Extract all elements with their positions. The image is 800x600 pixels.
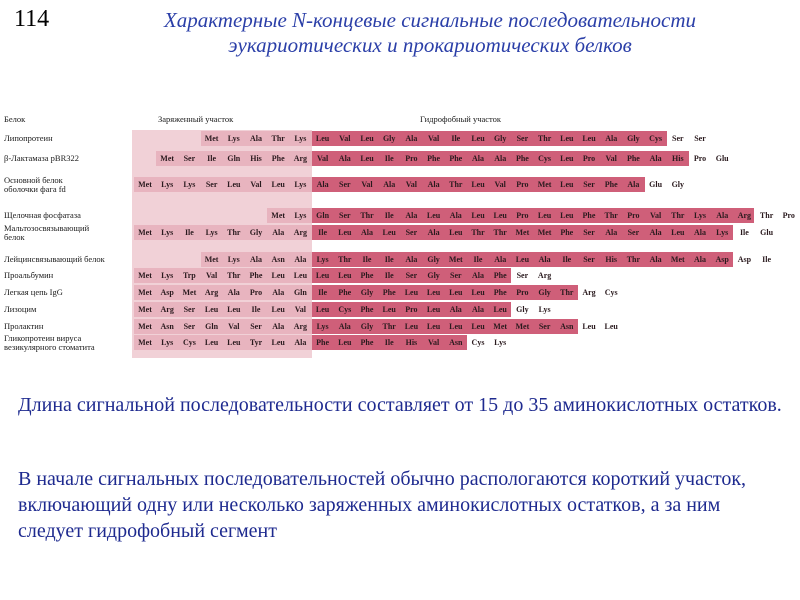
residue: Phe bbox=[360, 338, 374, 347]
residue: Gln bbox=[293, 288, 307, 297]
residue: Ile bbox=[207, 154, 217, 163]
residue: Thr bbox=[471, 228, 485, 237]
residue: Asn bbox=[560, 322, 574, 331]
residue: Ser bbox=[583, 180, 595, 189]
title-line-1: Характерные N-концевые сигнальные последовательности bbox=[163, 8, 697, 32]
residue: Val bbox=[250, 180, 262, 189]
residue: Ser bbox=[583, 255, 595, 264]
residue: Leu bbox=[671, 228, 685, 237]
residue: Leu bbox=[315, 305, 330, 314]
residue: Ala bbox=[272, 288, 285, 297]
residue: Met bbox=[160, 154, 175, 163]
residue: Leu bbox=[227, 338, 241, 347]
residue: Thr bbox=[759, 211, 774, 220]
residue: Leu bbox=[560, 154, 574, 163]
residue: Ser bbox=[627, 228, 640, 237]
residue: Phe bbox=[382, 288, 396, 297]
residue: Ala bbox=[649, 255, 662, 264]
residue: Val bbox=[361, 180, 373, 189]
residue: Arg bbox=[293, 322, 308, 331]
residue: Leu bbox=[560, 211, 574, 220]
residue: Pro bbox=[516, 180, 529, 189]
residue: Leu bbox=[338, 338, 352, 347]
residue: Asp bbox=[160, 288, 174, 297]
residue: Val bbox=[427, 134, 440, 143]
residue: Pro bbox=[693, 154, 707, 163]
residue: Cys bbox=[538, 154, 552, 163]
residue: Cys bbox=[338, 305, 352, 314]
residue: Ile bbox=[318, 288, 328, 297]
residue: Ala bbox=[294, 255, 307, 264]
residue: Leu bbox=[449, 288, 463, 297]
residue: Ala bbox=[449, 305, 462, 314]
residue: Met bbox=[537, 180, 552, 189]
residue: His bbox=[405, 338, 418, 347]
residue: Pro bbox=[582, 154, 596, 163]
residue: Lys bbox=[161, 338, 174, 347]
residue: Met bbox=[138, 338, 152, 347]
residue: Leu bbox=[471, 322, 485, 331]
residue: Ala bbox=[427, 180, 440, 189]
residue: Leu bbox=[360, 134, 374, 143]
residue: Ala bbox=[294, 338, 307, 347]
residue: Phe bbox=[360, 305, 374, 314]
residue: Glu bbox=[760, 228, 774, 237]
residue: Asn bbox=[160, 322, 174, 331]
residue: Thr bbox=[382, 322, 396, 331]
residue: Val bbox=[294, 305, 307, 314]
residue: Lys bbox=[227, 255, 240, 264]
residue: Ala bbox=[338, 322, 351, 331]
protein-label: Основной белок оболочки фага fd bbox=[4, 175, 66, 194]
residue: Phe bbox=[560, 228, 574, 237]
residue: Met bbox=[670, 255, 685, 264]
residue: Ala bbox=[338, 154, 351, 163]
residue: Leu bbox=[227, 305, 241, 314]
residue: Leu bbox=[471, 134, 485, 143]
residue: Cys bbox=[604, 288, 618, 297]
residue: Ser bbox=[339, 180, 351, 189]
residue: Arg bbox=[160, 305, 174, 314]
residue: Val bbox=[316, 154, 329, 163]
residue: Val bbox=[494, 180, 506, 189]
residue: Lys bbox=[161, 228, 174, 237]
residue: His bbox=[672, 154, 684, 163]
residue: Val bbox=[228, 322, 240, 331]
residue: Ser bbox=[538, 322, 551, 331]
protein-label: Проальбумин bbox=[4, 270, 54, 280]
residue: Trp bbox=[183, 271, 196, 280]
residue: Ile bbox=[251, 305, 261, 314]
residue: Ile bbox=[384, 154, 394, 163]
residue: Phe bbox=[493, 271, 507, 280]
residue: Pro bbox=[249, 288, 263, 297]
residue: Lys bbox=[161, 180, 174, 189]
residue: Gly bbox=[382, 134, 396, 143]
residue: Ser bbox=[694, 134, 706, 143]
paragraph-1: Длина сигнальной последовательности составляет от 15 до 35 аминокислотных остатков. bbox=[18, 394, 782, 416]
protein-label: Щелочная фосфатаза bbox=[4, 210, 81, 220]
residue: Tyr bbox=[249, 338, 263, 347]
residue: Leu bbox=[227, 180, 241, 189]
residue: Leu bbox=[426, 211, 441, 220]
residue: Arg bbox=[293, 228, 308, 237]
header-protein: Белок bbox=[4, 114, 26, 124]
residue: Met bbox=[515, 228, 530, 237]
residue: Ala bbox=[405, 255, 418, 264]
residue: Gln bbox=[316, 211, 330, 220]
residue: Ala bbox=[538, 255, 551, 264]
residue: Gln bbox=[227, 154, 241, 163]
protein-label: β-Лактамаза pBR322 bbox=[4, 153, 79, 163]
residue: Leu bbox=[471, 288, 485, 297]
slide-number: 114 bbox=[14, 6, 50, 32]
residue: Leu bbox=[515, 255, 530, 264]
title-line-2: эукариотических и прокариотических белков bbox=[228, 33, 632, 57]
paragraph-2: В начале сигнальных последовательностей обычно распологаются короткий участок, включающий одну или несколько заряженных аминокислотных остатков, а за ним следует гидрофобный сегмент bbox=[18, 468, 747, 542]
residue: Met bbox=[448, 255, 463, 264]
residue: Met bbox=[138, 305, 152, 314]
residue: Ala bbox=[449, 211, 462, 220]
residue: Thr bbox=[449, 180, 463, 189]
residue: Lys bbox=[227, 134, 240, 143]
residue: Ser bbox=[672, 134, 684, 143]
residue: Gly bbox=[360, 322, 374, 331]
residue: Ile bbox=[184, 228, 194, 237]
residue: Leu bbox=[582, 134, 596, 143]
residue: Lys bbox=[294, 211, 307, 220]
residue: Val bbox=[649, 211, 662, 220]
residue: Ala bbox=[694, 255, 706, 264]
residue: Met bbox=[515, 322, 530, 331]
header-hydrophobic-region: Гидрофобный участок bbox=[420, 114, 502, 124]
residue: Met bbox=[493, 322, 508, 331]
residue: Lys bbox=[205, 228, 218, 237]
residue: Ala bbox=[649, 154, 662, 163]
residue: Lys bbox=[316, 322, 329, 331]
residue: Val bbox=[605, 154, 617, 163]
residue: Met bbox=[138, 180, 152, 189]
residue: Ser bbox=[250, 322, 262, 331]
residue: Ala bbox=[716, 211, 729, 220]
residue: Val bbox=[205, 271, 218, 280]
residue: Leu bbox=[338, 228, 352, 237]
residue: Phe bbox=[427, 154, 441, 163]
protein-label: Лизоцим bbox=[4, 304, 37, 314]
residue: Thr bbox=[493, 228, 507, 237]
residue: Lys bbox=[161, 271, 174, 280]
residue: Asn bbox=[449, 338, 463, 347]
residue: Ile bbox=[384, 271, 394, 280]
residue: Phe bbox=[249, 271, 263, 280]
residue: Ile bbox=[451, 134, 461, 143]
residue: Leu bbox=[604, 322, 618, 331]
residue: Thr bbox=[360, 211, 374, 220]
residue: Ala bbox=[427, 228, 440, 237]
residue: Ala bbox=[272, 322, 285, 331]
residue: Ile bbox=[362, 255, 372, 264]
residue: Leu bbox=[271, 271, 285, 280]
residue: Gly bbox=[627, 134, 640, 143]
residue: Pro bbox=[405, 154, 418, 163]
residue: Gly bbox=[493, 134, 507, 143]
header-charged-region: Заряженный участок bbox=[158, 114, 234, 124]
residue: Ser bbox=[205, 180, 218, 189]
residue: Ala bbox=[405, 211, 418, 220]
residue: Lys bbox=[538, 305, 551, 314]
residue: Met bbox=[537, 228, 552, 237]
residue: Leu bbox=[404, 322, 419, 331]
residue: Leu bbox=[271, 338, 285, 347]
residue: Met bbox=[271, 211, 286, 220]
residue: Phe bbox=[604, 180, 618, 189]
residue: Gly bbox=[360, 288, 374, 297]
residue: Leu bbox=[560, 180, 574, 189]
residue: Thr bbox=[338, 255, 352, 264]
residue: Ile bbox=[384, 211, 394, 220]
residue: Lys bbox=[294, 134, 307, 143]
residue: Ala bbox=[250, 134, 262, 143]
protein-label: Легкая цепь IgG bbox=[4, 287, 63, 297]
residue: Arg bbox=[737, 211, 752, 220]
residue: Lys bbox=[294, 180, 307, 189]
residue: Ile bbox=[384, 255, 394, 264]
residue: Phe bbox=[626, 154, 640, 163]
residue: Leu bbox=[271, 180, 285, 189]
residue: Lys bbox=[316, 255, 329, 264]
residue: Leu bbox=[560, 134, 574, 143]
residue: Met bbox=[138, 288, 152, 297]
residue: Phe bbox=[449, 154, 463, 163]
residue: Ile bbox=[318, 228, 328, 237]
residue: Ala bbox=[649, 228, 662, 237]
residue: Arg bbox=[582, 288, 596, 297]
residue: Pro bbox=[627, 211, 640, 220]
residue: Leu bbox=[315, 134, 330, 143]
residue: Ser bbox=[583, 228, 595, 237]
residue: Pro bbox=[516, 211, 529, 220]
residue: Leu bbox=[404, 288, 419, 297]
residue: Lys bbox=[716, 228, 729, 237]
residue: Leu bbox=[271, 305, 285, 314]
residue: Gln bbox=[205, 322, 219, 331]
residue: Ile bbox=[762, 255, 772, 264]
residue: Val bbox=[339, 134, 351, 143]
residue: Ser bbox=[183, 322, 196, 331]
residue: Ala bbox=[494, 154, 507, 163]
residue: Ala bbox=[694, 228, 706, 237]
residue: Val bbox=[427, 338, 440, 347]
residue: Leu bbox=[360, 154, 374, 163]
residue: Met bbox=[138, 322, 152, 331]
residue: Ala bbox=[605, 228, 618, 237]
residue: Leu bbox=[449, 228, 463, 237]
residue: Leu bbox=[471, 180, 485, 189]
residue: Glu bbox=[649, 180, 663, 189]
residue: Ser bbox=[516, 271, 529, 280]
residue: Leu bbox=[338, 271, 352, 280]
residue: Ala bbox=[383, 180, 396, 189]
residue: Glu bbox=[715, 154, 729, 163]
residue: Ala bbox=[472, 154, 484, 163]
residue: Asn bbox=[271, 255, 285, 264]
residue: Arg bbox=[537, 271, 552, 280]
residue: Ser bbox=[339, 211, 351, 220]
protein-label: Пролактин bbox=[4, 321, 44, 331]
residue: Ile bbox=[562, 255, 572, 264]
residue: Ser bbox=[183, 305, 196, 314]
residue: His bbox=[605, 255, 617, 264]
residue: Phe bbox=[582, 211, 596, 220]
residue: Gly bbox=[249, 228, 263, 237]
residue: Ile bbox=[739, 228, 749, 237]
residue: Ala bbox=[250, 255, 262, 264]
protein-label: Мальтозосвязывающий белок bbox=[4, 223, 90, 242]
residue: Thr bbox=[671, 211, 685, 220]
residue: Ala bbox=[472, 271, 484, 280]
protein-label: Гликопротеин вируса везикулярного стоматита bbox=[4, 333, 95, 352]
residue: Ala bbox=[605, 134, 618, 143]
residue: Ala bbox=[405, 134, 418, 143]
residue: Phe bbox=[271, 154, 285, 163]
residue: Ile bbox=[384, 338, 394, 347]
residue: Pro bbox=[516, 288, 529, 297]
residue: Asp bbox=[737, 255, 752, 264]
residue: Cys bbox=[649, 134, 663, 143]
residue: Gly bbox=[538, 288, 551, 297]
residue: Leu bbox=[204, 305, 219, 314]
residue: Ser bbox=[516, 134, 529, 143]
residue: Phe bbox=[360, 271, 374, 280]
residue: Gly bbox=[516, 305, 529, 314]
residue: Phe bbox=[515, 154, 529, 163]
residue: Phe bbox=[316, 338, 330, 347]
residue: Gly bbox=[427, 255, 440, 264]
residue: Met bbox=[182, 288, 197, 297]
residue: Thr bbox=[227, 228, 241, 237]
residue: Phe bbox=[493, 288, 507, 297]
residue: Ser bbox=[405, 228, 418, 237]
residue: His bbox=[250, 154, 262, 163]
residue: Pro bbox=[405, 305, 418, 314]
residue: Ser bbox=[405, 271, 418, 280]
residue: Leu bbox=[582, 322, 596, 331]
residue: Leu bbox=[293, 271, 308, 280]
residue: Leu bbox=[426, 322, 441, 331]
residue: Leu bbox=[315, 271, 330, 280]
residue: Leu bbox=[426, 288, 441, 297]
residue: Leu bbox=[382, 228, 396, 237]
residue: Ala bbox=[227, 288, 240, 297]
residue: Gly bbox=[427, 271, 440, 280]
residue: Lys bbox=[693, 211, 706, 220]
residue: Leu bbox=[493, 305, 507, 314]
residue: Val bbox=[405, 180, 418, 189]
residue: Ser bbox=[183, 154, 196, 163]
residue: Leu bbox=[493, 211, 507, 220]
residue: Pro bbox=[782, 211, 795, 220]
residue: Ala bbox=[494, 255, 507, 264]
residue: Cys bbox=[182, 338, 196, 347]
residue: Leu bbox=[449, 322, 463, 331]
residue: Gly bbox=[671, 180, 685, 189]
residue: Phe bbox=[338, 288, 352, 297]
residue: Met bbox=[204, 134, 219, 143]
protein-label: Лейцинсвязывающий белок bbox=[4, 254, 105, 264]
residue: Ala bbox=[316, 180, 329, 189]
residue: Thr bbox=[271, 134, 285, 143]
residue: Leu bbox=[537, 211, 552, 220]
residue: Thr bbox=[626, 255, 641, 264]
residue: Leu bbox=[382, 305, 396, 314]
protein-label: Липопротеин bbox=[4, 133, 53, 143]
residue: Thr bbox=[560, 288, 574, 297]
residue: Met bbox=[138, 271, 152, 280]
residue: Leu bbox=[204, 338, 219, 347]
residue: Met bbox=[204, 255, 219, 264]
residue: Ala bbox=[472, 305, 484, 314]
residue: Arg bbox=[293, 154, 308, 163]
residue: Thr bbox=[604, 211, 618, 220]
residue: Ser bbox=[450, 271, 462, 280]
residue: Lys bbox=[494, 338, 507, 347]
residue: Asp bbox=[715, 255, 729, 264]
residue: Ala bbox=[627, 180, 640, 189]
residue: Ala bbox=[272, 228, 285, 237]
residue: Ile bbox=[473, 255, 483, 264]
residue: Arg bbox=[204, 288, 219, 297]
residue: Leu bbox=[471, 211, 485, 220]
residue: Cys bbox=[471, 338, 485, 347]
residue: Ala bbox=[361, 228, 373, 237]
residue: Leu bbox=[426, 305, 441, 314]
residue: Thr bbox=[537, 134, 552, 143]
residue: Thr bbox=[227, 271, 241, 280]
residue: Met bbox=[138, 228, 152, 237]
residue: Lys bbox=[183, 180, 196, 189]
